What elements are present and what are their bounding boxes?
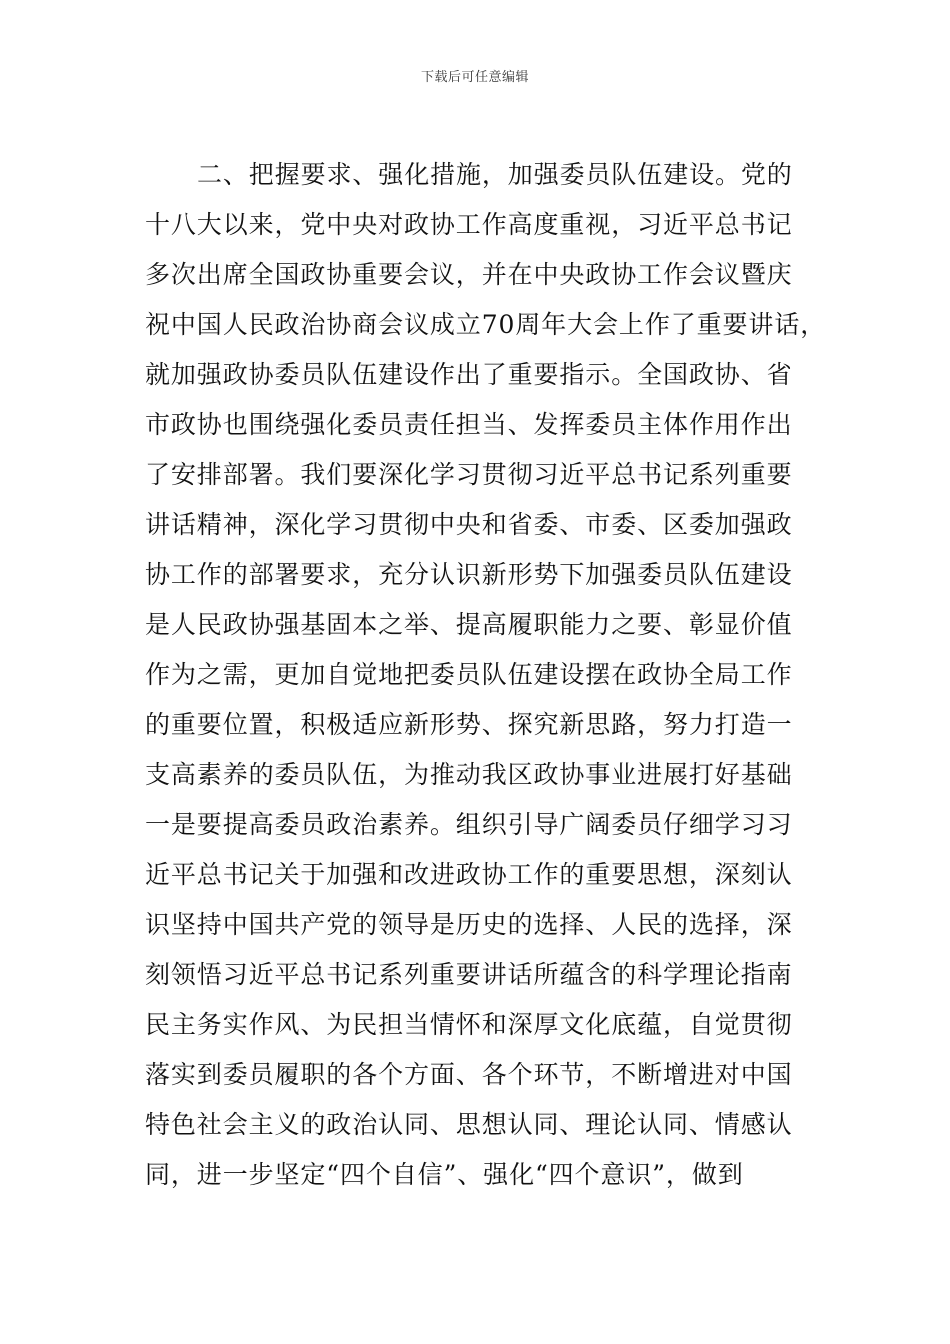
paragraph-line: 市政协也围绕强化委员责任担当、发挥委员主体作用作出	[145, 410, 793, 439]
paragraph-line: 特色社会主义的政治认同、思想认同、理论认同、情感认	[145, 1110, 793, 1139]
paragraph-line: 作为之需，更加自觉地把委员队伍建设摆在政协全局工作	[145, 660, 793, 689]
paragraph-line: 就加强政协委员队伍建设作出了重要指示。全国政协、省	[145, 360, 793, 389]
paragraph-line: 刻领悟习近平总书记系列重要讲话所蕴含的科学理论指南	[145, 960, 793, 989]
paragraph-line: 同，进一步坚定“四个自信”、强化“四个意识”，做到	[145, 1160, 744, 1189]
paragraph-line: 是人民政协强基固本之举、提高履职能力之要、彰显价值	[145, 610, 793, 639]
paragraph-line: 讲话精神，深化学习贯彻中央和省委、市委、区委加强政	[145, 510, 793, 539]
paragraph-line: 十八大以来，党中央对政协工作高度重视，习近平总书记	[145, 210, 793, 239]
paragraph-line: 一是要提高委员政治素养。组织引导广阔委员仔细学习习	[145, 810, 793, 839]
paragraph-line: 民主务实作风、为民担当情怀和深厚文化底蕴，自觉贯彻	[145, 1010, 793, 1039]
paragraph-line: 的重要位置，积极适应新形势、探究新思路，努力打造一	[145, 710, 793, 739]
page-header-note: 下载后可任意编辑	[420, 70, 529, 85]
paragraph-line: 落实到委员履职的各个方面、各个环节，不断增进对中国	[145, 1060, 793, 1089]
paragraph-line: 祝中国人民政治协商会议成立70周年大会上作了重要讲话，	[145, 310, 827, 339]
paragraph-line: 多次出席全国政协重要会议，并在中央政协工作会议暨庆	[145, 260, 793, 289]
paragraph-line: 支高素养的委员队伍，为推动我区政协事业进展打好基础	[145, 760, 793, 789]
paragraph-line: 二、把握要求、强化措施，加强委员队伍建设。党的	[197, 160, 793, 189]
paragraph-line: 近平总书记关于加强和改进政协工作的重要思想，深刻认	[145, 860, 793, 889]
paragraph-line: 了安排部署。我们要深化学习贯彻习近平总书记系列重要	[145, 460, 793, 489]
paragraph-line: 协工作的部署要求，充分认识新形势下加强委员队伍建设	[145, 560, 793, 589]
paragraph-line: 识坚持中国共产党的领导是历史的选择、人民的选择，深	[145, 910, 793, 939]
document-body	[145, 150, 827, 1200]
